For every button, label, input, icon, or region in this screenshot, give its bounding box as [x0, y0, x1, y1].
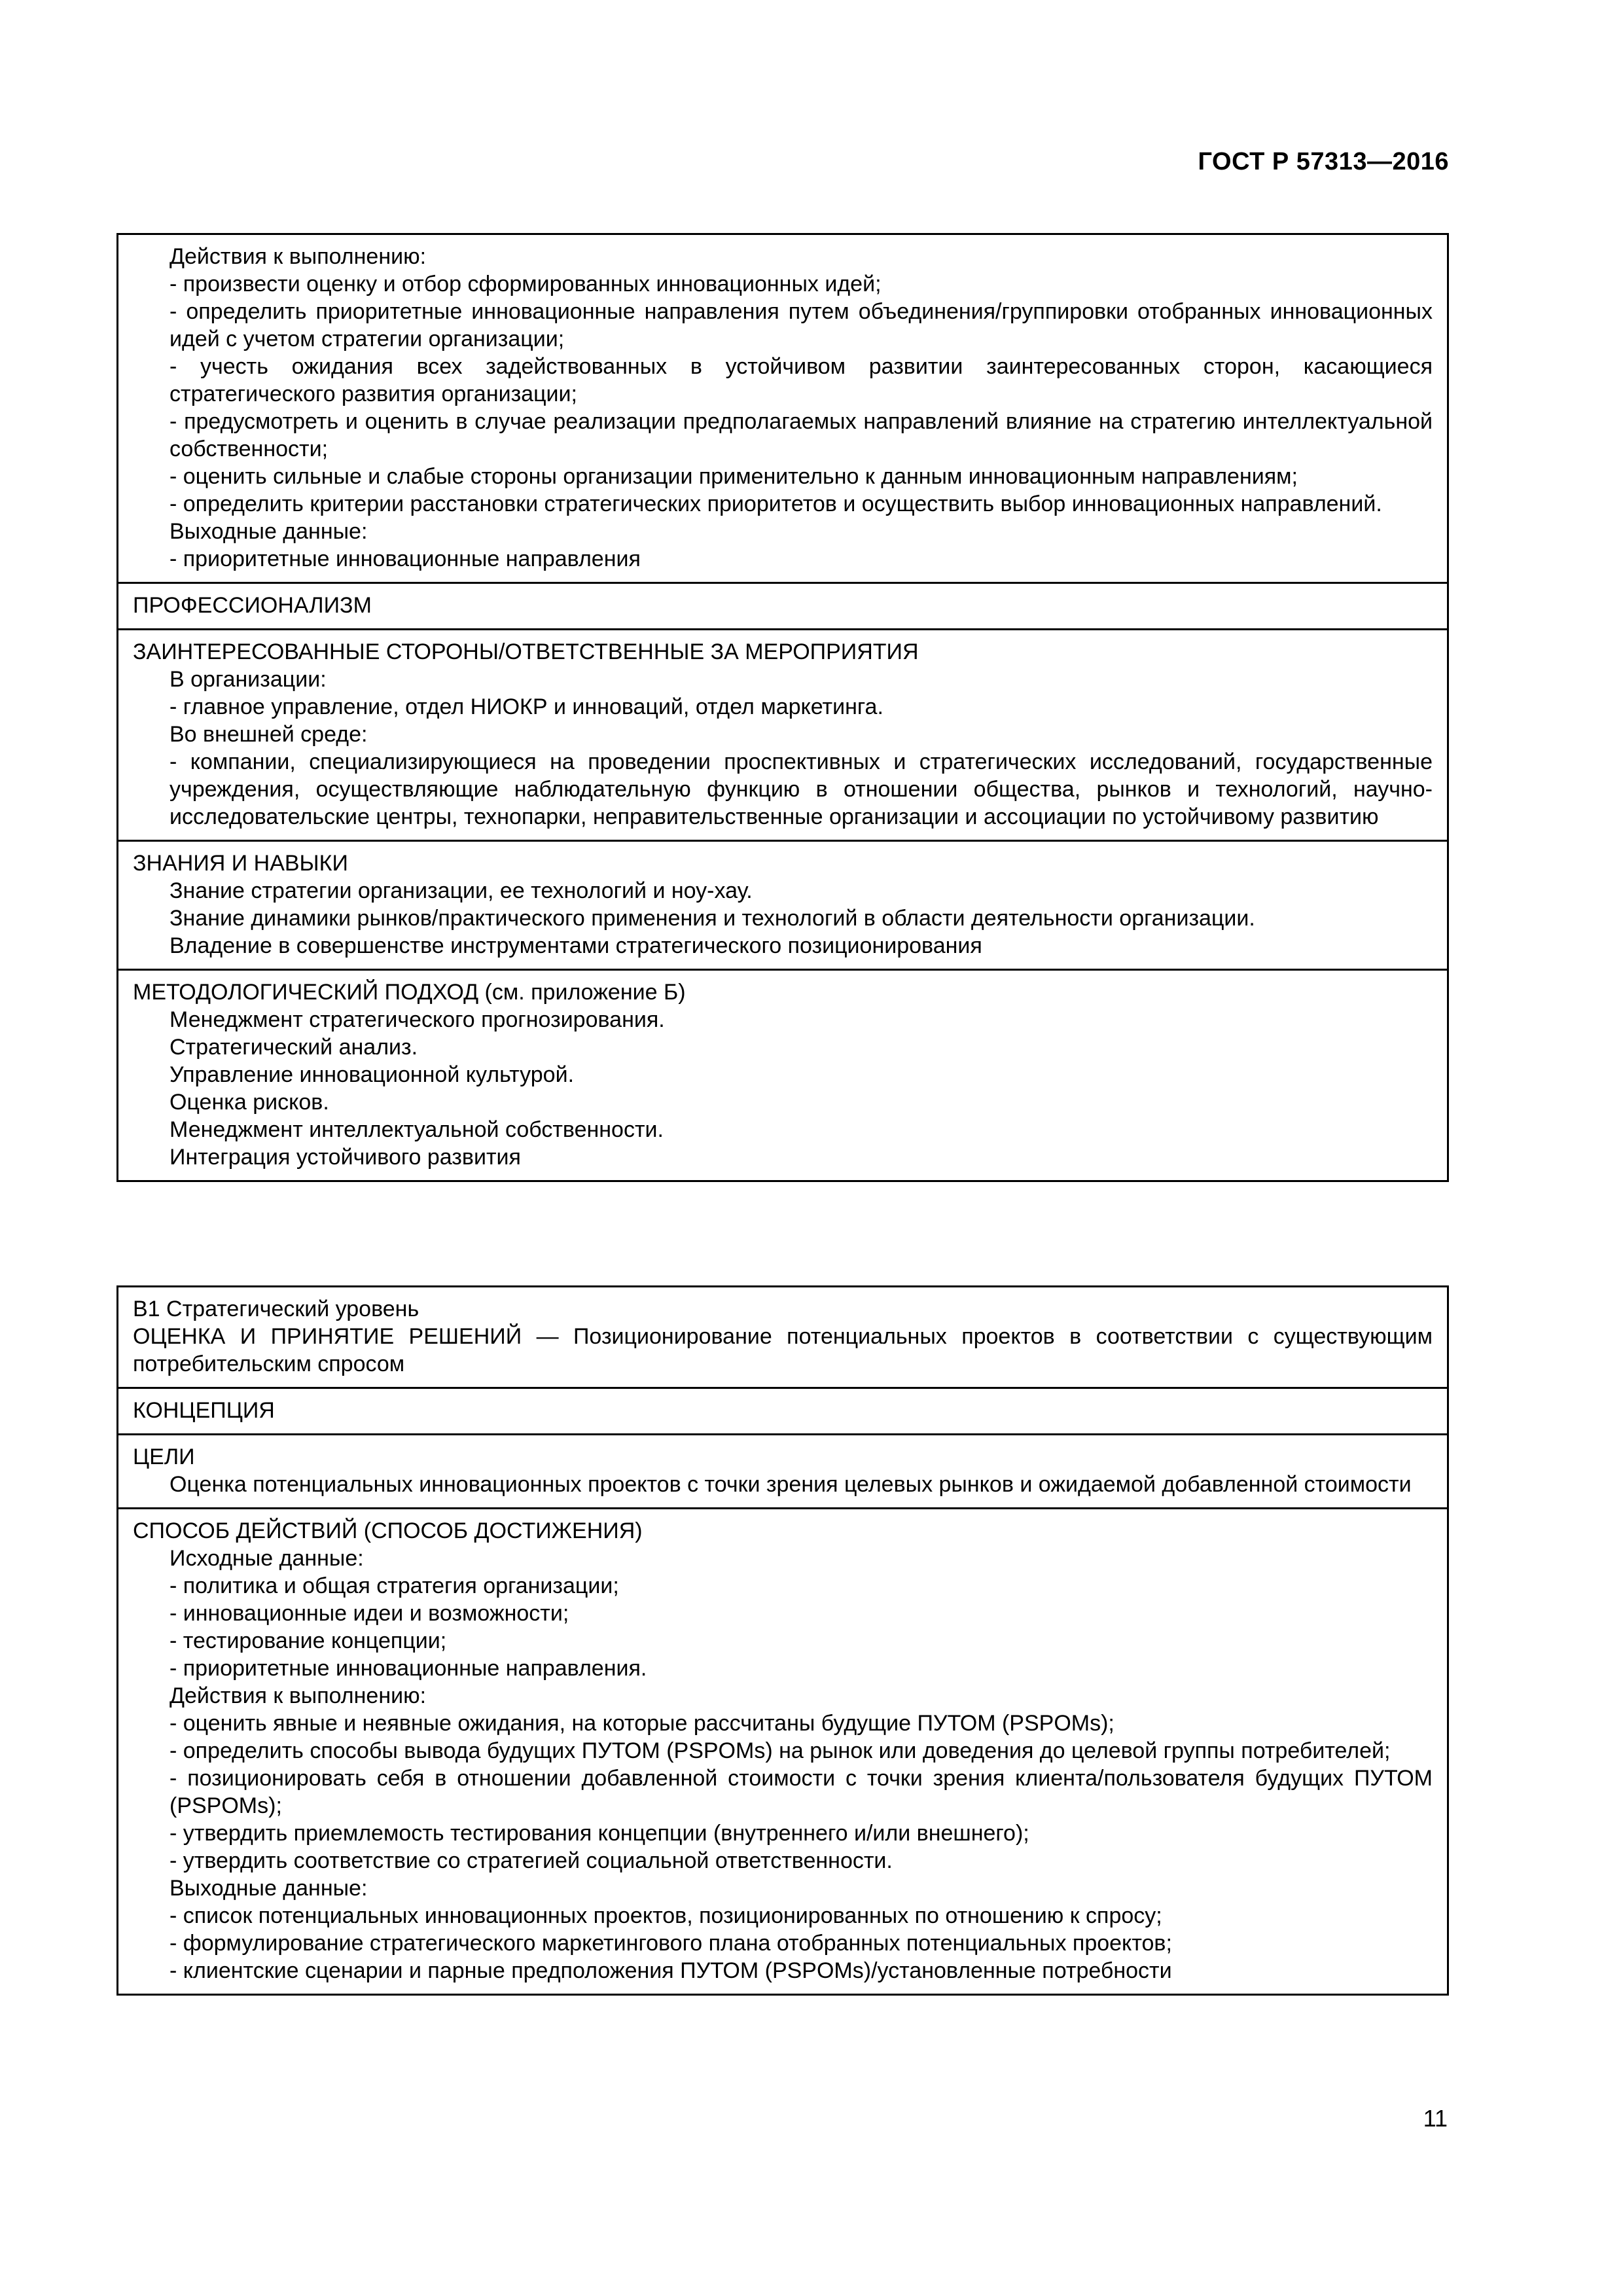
list-item: Владение в совершенстве инструментами стратегического позиционирования	[169, 933, 982, 958]
list-item: - определить способы вывода будущих ПУТОМ (PSPOMs) на рынок или доведения до целевой группы потребителей;	[169, 1738, 1391, 1763]
list-item: Оценка рисков.	[169, 1090, 329, 1115]
list-item: - политика и общая стратегия организации;	[169, 1573, 619, 1598]
list-item: - утвердить соответствие со стратегией социальной ответственности.	[169, 1848, 893, 1873]
list-item: - учесть ожидания всех задействованных в устойчивом развитии заинтересованных сторон, касающиеся стратегического развития организации;	[169, 354, 1433, 406]
professionalism-cell	[118, 583, 1448, 630]
page-number: 11	[1423, 2105, 1448, 2132]
b1-header-row	[118, 1287, 1448, 1388]
section-heading: ЦЕЛИ	[133, 1444, 195, 1469]
level-label: В1 Стратегический уровень	[133, 1297, 419, 1321]
output-title: Выходные данные:	[169, 519, 368, 544]
list-item: Интеграция устойчивого развития	[169, 1145, 521, 1170]
list-item: - тестирование концепции;	[169, 1628, 447, 1653]
concept-cell	[118, 1388, 1448, 1435]
professionalism-row	[118, 583, 1448, 630]
list-item: Менеджмент интеллектуальной собственности.	[169, 1117, 664, 1142]
list-item: - определить критерии расстановки стратегических приоритетов и осуществить выбор инновационных направлений.	[169, 492, 1382, 516]
b1-header-cell	[118, 1287, 1448, 1388]
subheading: Во внешней среде:	[169, 722, 368, 747]
list-item: - приоритетные инновационные направления.	[169, 1656, 647, 1681]
process-table-b1	[116, 1285, 1449, 1996]
methodology-row	[118, 970, 1448, 1181]
list-item: - оценить сильные и слабые стороны организации применительно к данным инновационным направлениям;	[169, 464, 1298, 489]
knowledge-row	[118, 841, 1448, 970]
actions-title: Действия к выполнению:	[169, 244, 427, 269]
list-item: Управление инновационной культурой.	[169, 1062, 575, 1087]
section-heading: ЗАИНТЕРЕСОВАННЫЕ СТОРОНЫ/ОТВЕТСТВЕННЫЕ ЗА МЕРОПРИЯТИЯ	[133, 639, 919, 664]
goals-row	[118, 1435, 1448, 1509]
list-item: - оценить явные и неявные ожидания, на которые рассчитаны будущие ПУТОМ (PSPOMs);	[169, 1711, 1115, 1736]
list-item: - произвести оценку и отбор сформированных инновационных идей;	[169, 272, 882, 296]
list-item: Знание стратегии организации, ее технологий и ноу-хау.	[169, 878, 753, 903]
subheading: Выходные данные:	[169, 1876, 368, 1901]
subheading: Действия к выполнению:	[169, 1683, 427, 1708]
section-heading: ПРОФЕССИОНАЛИЗМ	[133, 593, 372, 618]
actions-cell	[118, 234, 1448, 583]
list-item: Знание динамики рынков/практического применения и технологий в области деятельности организации.	[169, 906, 1255, 931]
list-item: - список потенциальных инновационных проектов, позиционированных по отношению к спросу;	[169, 1903, 1162, 1928]
list-item: - предусмотреть и оценить в случае реализации предполагаемых направлений влияние на стратегию интеллектуальной собственности;	[169, 409, 1433, 461]
subheading: В организации:	[169, 667, 327, 692]
list-item: - утвердить приемлемость тестирования концепции (внутреннего и/или внешнего);	[169, 1821, 1029, 1846]
list-item: - главное управление, отдел НИОКР и инноваций, отдел маркетинга.	[169, 694, 883, 719]
list-item: - позиционировать себя в отношении добавленной стоимости с точки зрения клиента/пользователя будущих ПУТОМ (PSPOMs);	[169, 1766, 1433, 1818]
section-heading: ЗНАНИЯ И НАВЫКИ	[133, 851, 348, 876]
list-item: Стратегический анализ.	[169, 1035, 418, 1060]
list-item: - приоритетные инновационные направления	[169, 547, 641, 571]
section-heading: КОНЦЕПЦИЯ	[133, 1398, 275, 1423]
list-item: - компании, специализирующиеся на проведении проспективных и стратегических исследований, государственные учреждения, осуществляющие наблюдательную функцию в отношении общества, рынков и технологий, научно-исследовательские центры, технопарки, неправительственные организации и ассоциации по устойчивому развитию	[169, 749, 1433, 829]
section-heading: СПОСОБ ДЕЙСТВИЙ (СПОСОБ ДОСТИЖЕНИЯ)	[133, 1518, 643, 1543]
method-cell	[118, 1509, 1448, 1995]
goals-text: Оценка потенциальных инновационных проектов с точки зрения целевых рынков и ожидаемой добавленной стоимости	[169, 1472, 1412, 1497]
stakeholders-row	[118, 630, 1448, 841]
method-row	[118, 1509, 1448, 1995]
goals-cell	[118, 1435, 1448, 1509]
list-item: - определить приоритетные инновационные направления путем объединения/группировки отобранных инновационных идей с учетом стратегии организации;	[169, 299, 1433, 351]
list-item: - формулирование стратегического маркетингового плана отобранных потенциальных проектов;	[169, 1931, 1172, 1956]
actions-row	[118, 234, 1448, 583]
section-title: ОЦЕНКА И ПРИНЯТИЕ РЕШЕНИЙ — Позиционирование потенциальных проектов в соответствии с существующим потребительским спросом	[133, 1324, 1433, 1376]
list-item: - инновационные идеи и возможности;	[169, 1601, 569, 1626]
process-table-a	[116, 233, 1449, 1182]
list-item: - клиентские сценарии и парные предположения ПУТОМ (PSPOMs)/установленные потребности	[169, 1958, 1172, 1983]
stakeholders-cell	[118, 630, 1448, 841]
document-code: ГОСТ Р 57313—2016	[1198, 148, 1449, 175]
subheading: Исходные данные:	[169, 1546, 364, 1571]
section-heading: МЕТОДОЛОГИЧЕСКИЙ ПОДХОД (см. приложение Б)	[133, 980, 686, 1005]
methodology-cell	[118, 970, 1448, 1181]
knowledge-cell	[118, 841, 1448, 970]
list-item: Менеджмент стратегического прогнозирования.	[169, 1007, 665, 1032]
concept-row	[118, 1388, 1448, 1435]
